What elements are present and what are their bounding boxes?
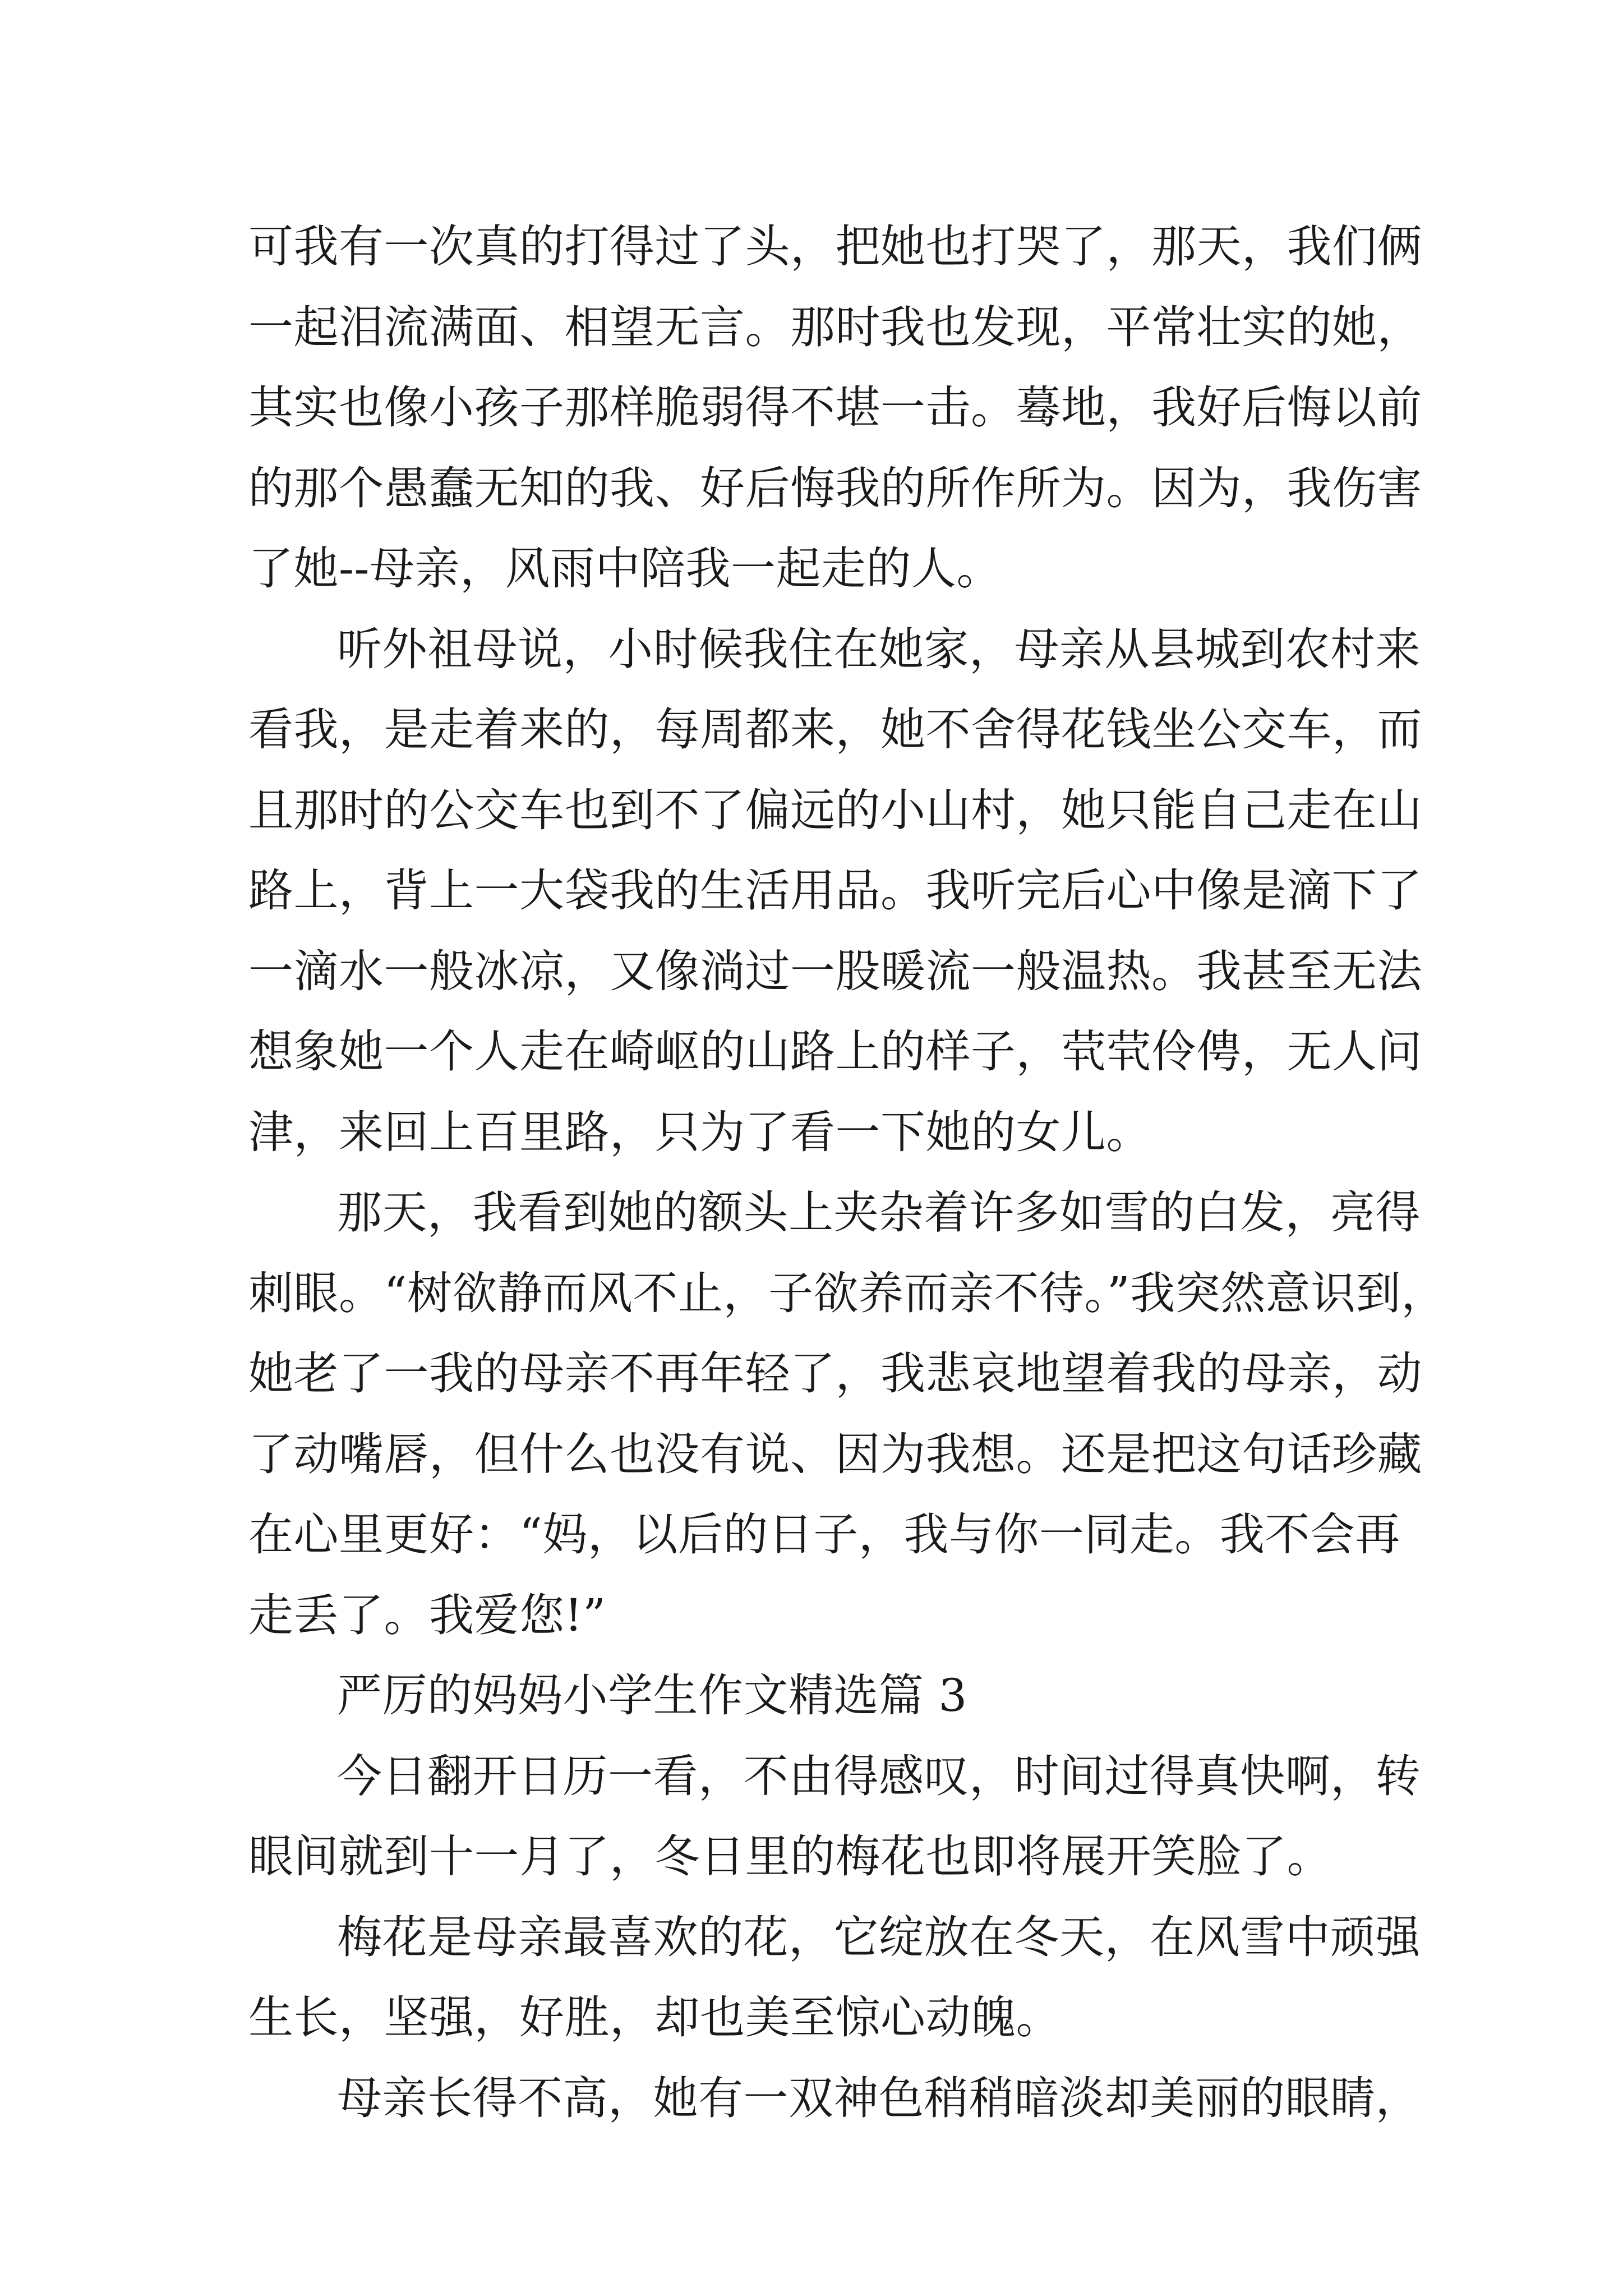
text-line: 可我有一次真的打得过了头，把她也打哭了，那天，我们俩 xyxy=(248,220,1422,273)
text-line: 津，来回上百里路，只为了看一下她的女儿。 xyxy=(248,1106,1151,1158)
text-line: 一起泪流满面、相望无言。那时我也发现，平常壮实的她， xyxy=(248,301,1422,353)
text-line: 路上，背上一大袋我的生活用品。我听完后心中像是滴下了 xyxy=(248,864,1422,917)
text-line: 生长，坚强，好胜，却也美至惊心动魄。 xyxy=(248,1991,1061,2044)
text-line: 在心里更好：“妈，以后的日子，我与你一同走。我不会再 xyxy=(248,1508,1400,1561)
text-line: 眼间就到十一月了，冬日里的梅花也即将展开笑脸了。 xyxy=(248,1830,1332,1883)
text-line: 一滴水一般冰凉，又像淌过一股暖流一般温热。我甚至无法 xyxy=(248,945,1422,997)
text-line: 走丢了。我爱您!” xyxy=(248,1589,606,1641)
paragraph-first-line: 母亲长得不高，她有一双神色稍稍暗淡却美丽的眼睛， xyxy=(337,2072,1421,2124)
text-line: 她老了一我的母亲不再年轻了，我悲哀地望着我的母亲，动 xyxy=(248,1347,1422,1400)
paragraph-first-line: 听外祖母说，小时候我住在她家，母亲从县城到农村来 xyxy=(337,623,1421,675)
text-line: 刺眼。“树欲静而风不止，子欲养而亲不待。”我突然意识到， xyxy=(248,1267,1446,1319)
text-line: 了动嘴唇，但什么也没有说、因为我想。还是把这句话珍藏 xyxy=(248,1428,1422,1480)
text-line: 的那个愚蠢无知的我、好后悔我的所作所为。因为，我伤害 xyxy=(248,462,1422,514)
section-heading: 严厉的妈妈小学生作文精选篇 3 xyxy=(337,1669,967,1722)
text-line: 看我，是走着来的，每周都来，她不舍得花钱坐公交车，而 xyxy=(248,703,1422,756)
paragraph-first-line: 那天，我看到她的额头上夹杂着许多如雪的白发，亮得 xyxy=(337,1186,1421,1239)
text-line: 且那时的公交车也到不了偏远的小山村，她只能自己走在山 xyxy=(248,784,1422,836)
text-line: 想象她一个人走在崎岖的山路上的样子，茕茕伶俜，无人问 xyxy=(248,1025,1422,1078)
text-line: 其实也像小孩子那样脆弱得不堪一击。蓦地，我好后悔以前 xyxy=(248,381,1422,434)
paragraph-first-line: 今日翻开日历一看，不由得感叹，时间过得真快啊，转 xyxy=(337,1750,1421,1802)
article-body xyxy=(248,206,1446,2138)
text-line: 了她--母亲，风雨中陪我一起走的人。 xyxy=(248,542,1002,595)
paragraph-first-line: 梅花是母亲最喜欢的花，它绽放在冬天，在风雪中顽强 xyxy=(337,1911,1421,1963)
